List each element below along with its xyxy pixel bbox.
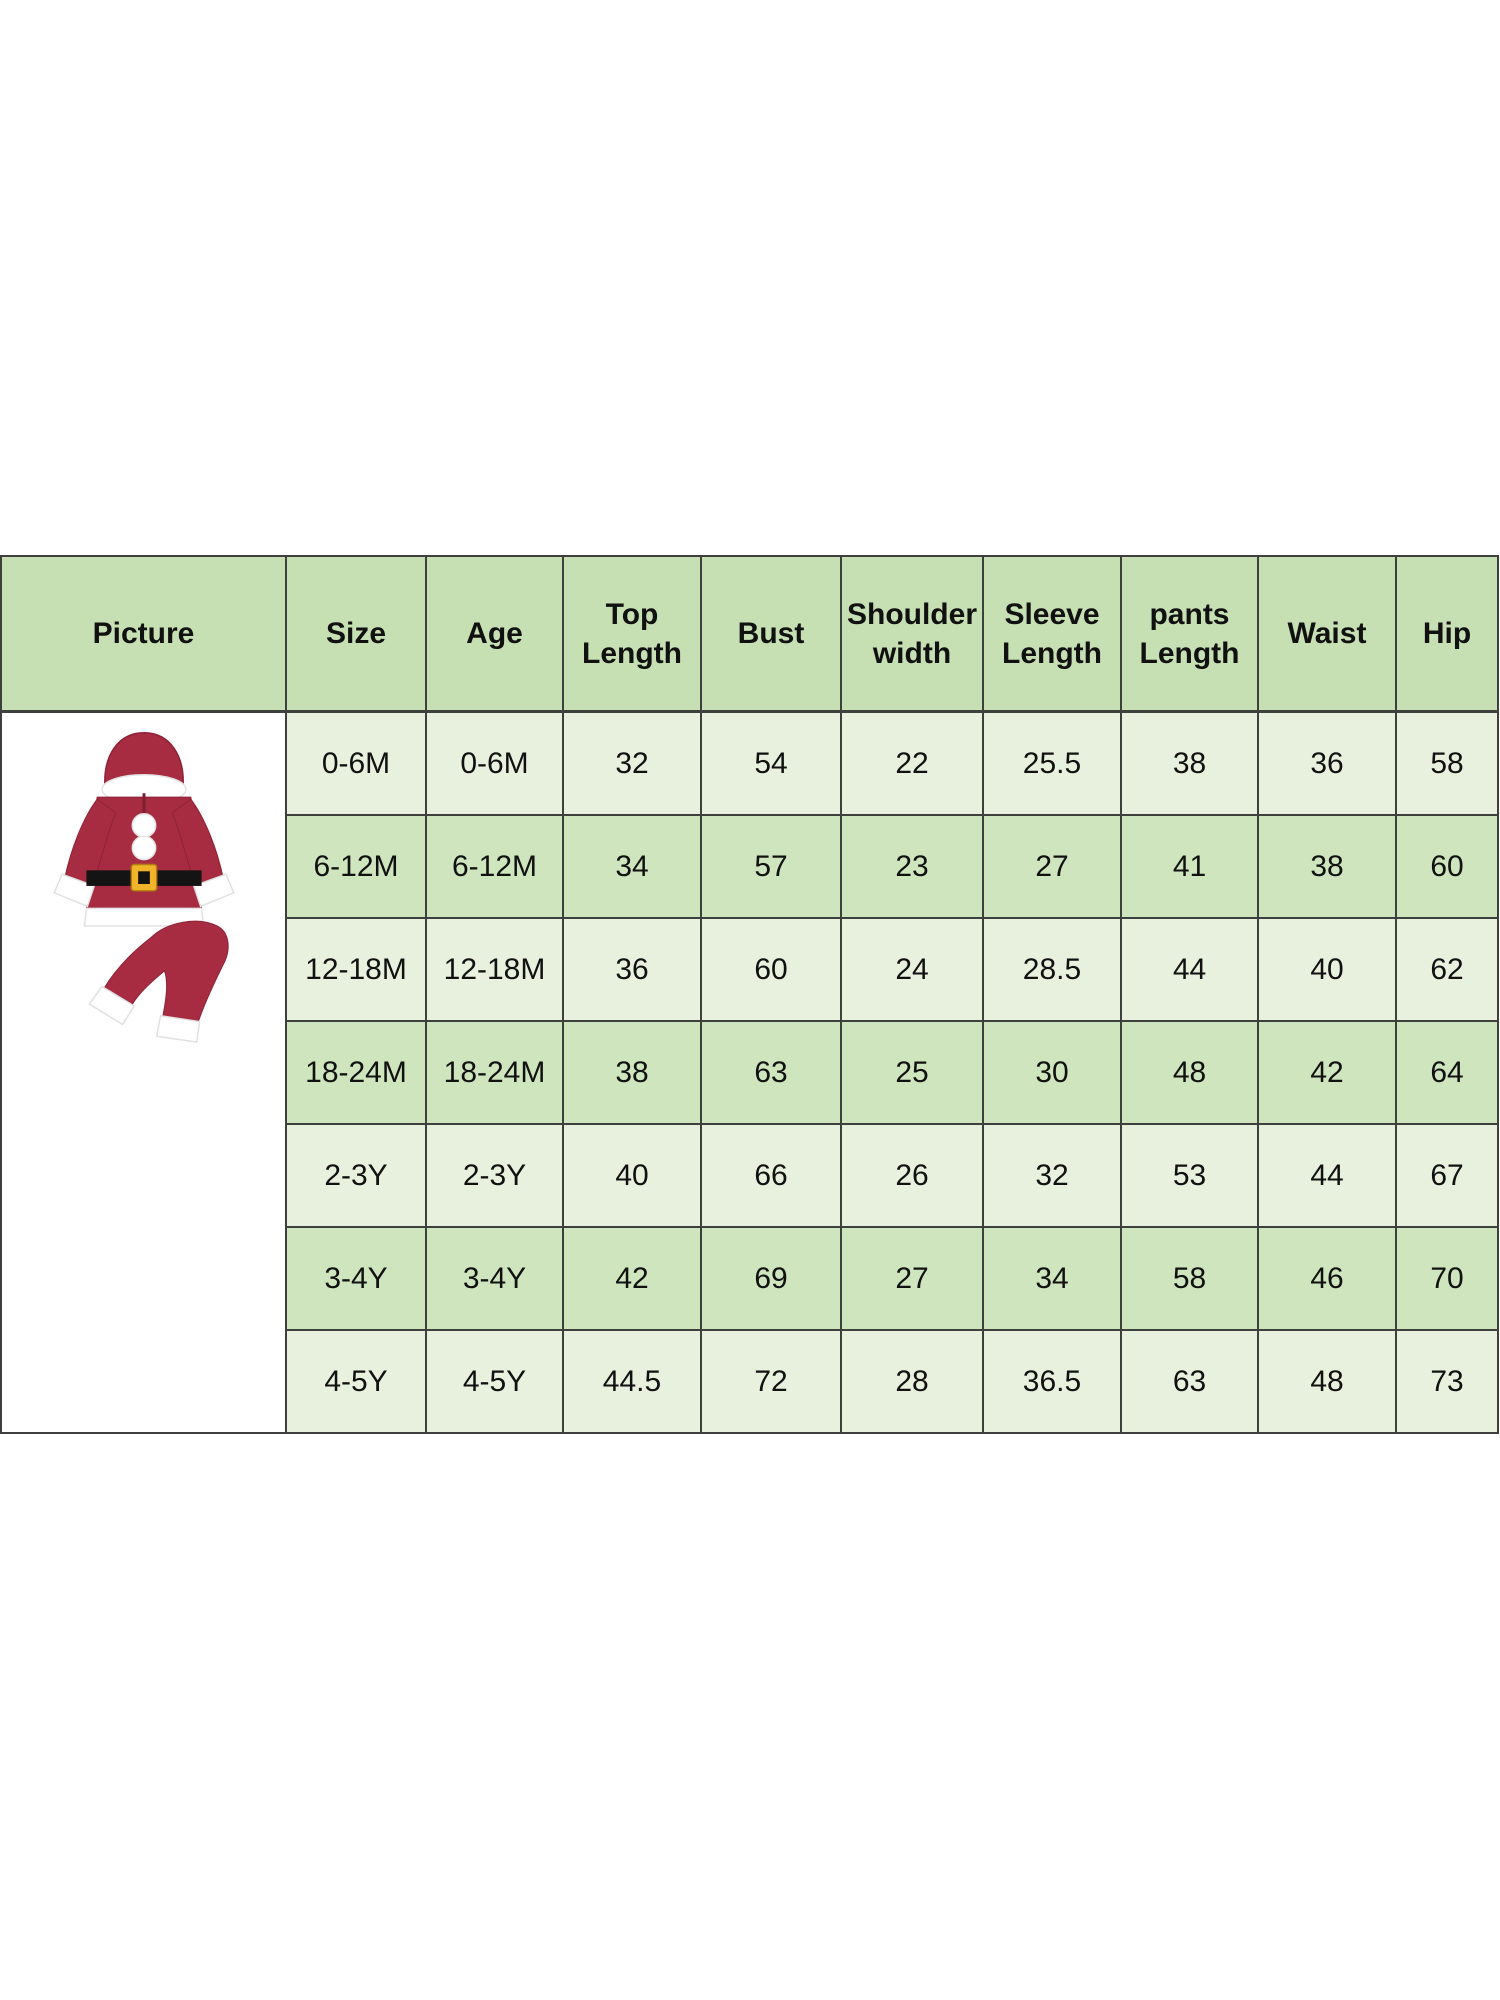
table-cell: 63 <box>701 1021 841 1124</box>
column-header-shoulder-width: Shoulder width <box>841 556 983 712</box>
table-cell: 48 <box>1121 1021 1258 1124</box>
table-cell: 32 <box>983 1124 1121 1227</box>
table-cell: 30 <box>983 1021 1121 1124</box>
santa-outfit-image <box>38 723 250 1045</box>
table-cell: 42 <box>563 1227 701 1330</box>
table-cell: 24 <box>841 918 983 1021</box>
table-cell: 3-4Y <box>426 1227 563 1330</box>
table-cell: 57 <box>701 815 841 918</box>
table-cell: 58 <box>1396 712 1498 815</box>
table-cell: 73 <box>1396 1330 1498 1433</box>
table-cell: 2-3Y <box>426 1124 563 1227</box>
table-cell: 22 <box>841 712 983 815</box>
table-cell: 58 <box>1121 1227 1258 1330</box>
header-row <box>1 556 1498 712</box>
table-cell: 0-6M <box>286 712 426 815</box>
table-cell: 62 <box>1396 918 1498 1021</box>
table-cell: 66 <box>701 1124 841 1227</box>
table-cell: 44 <box>1121 918 1258 1021</box>
table-cell: 27 <box>983 815 1121 918</box>
table-cell: 34 <box>563 815 701 918</box>
table-cell: 4-5Y <box>286 1330 426 1433</box>
table-cell: 42 <box>1258 1021 1396 1124</box>
santa-pants-illustration <box>89 921 228 1042</box>
table-cell: 0-6M <box>426 712 563 815</box>
column-header-size: Size <box>286 556 426 712</box>
table-cell: 38 <box>1121 712 1258 815</box>
table-cell: 38 <box>1258 815 1396 918</box>
column-header-top-length: Top Length <box>563 556 701 712</box>
table-cell: 54 <box>701 712 841 815</box>
column-header-bust: Bust <box>701 556 841 712</box>
table-cell: 36 <box>563 918 701 1021</box>
table-cell: 28.5 <box>983 918 1121 1021</box>
table-cell: 69 <box>701 1227 841 1330</box>
table-cell: 12-18M <box>286 918 426 1021</box>
table-row <box>1 712 1498 815</box>
table-cell: 53 <box>1121 1124 1258 1227</box>
table-cell: 12-18M <box>426 918 563 1021</box>
column-header-sleeve-length: Sleeve Length <box>983 556 1121 712</box>
table-cell: 36 <box>1258 712 1396 815</box>
table-cell: 72 <box>701 1330 841 1433</box>
table-cell: 60 <box>701 918 841 1021</box>
table-cell: 70 <box>1396 1227 1498 1330</box>
column-header-hip: Hip <box>1396 556 1498 712</box>
column-header-waist: Waist <box>1258 556 1396 712</box>
table-cell: 25 <box>841 1021 983 1124</box>
table-cell: 3-4Y <box>286 1227 426 1330</box>
table-cell: 34 <box>983 1227 1121 1330</box>
table-cell: 64 <box>1396 1021 1498 1124</box>
table-cell: 26 <box>841 1124 983 1227</box>
table-cell: 6-12M <box>286 815 426 918</box>
table-cell: 6-12M <box>426 815 563 918</box>
table-cell: 67 <box>1396 1124 1498 1227</box>
product-picture-cell <box>1 712 286 1433</box>
table-cell: 38 <box>563 1021 701 1124</box>
pompom-top <box>132 814 155 837</box>
table-cell: 25.5 <box>983 712 1121 815</box>
table-cell: 48 <box>1258 1330 1396 1433</box>
table-cell: 63 <box>1121 1330 1258 1433</box>
table-cell: 44 <box>1258 1124 1396 1227</box>
size-chart-table <box>0 555 1499 1434</box>
table-cell: 28 <box>841 1330 983 1433</box>
table-cell: 18-24M <box>286 1021 426 1124</box>
table-cell: 18-24M <box>426 1021 563 1124</box>
table-cell: 40 <box>563 1124 701 1227</box>
santa-top-illustration <box>54 733 234 926</box>
table-cell: 60 <box>1396 815 1498 918</box>
pompom-bottom <box>132 836 155 859</box>
table-cell: 40 <box>1258 918 1396 1021</box>
table-cell: 32 <box>563 712 701 815</box>
table-cell: 44.5 <box>563 1330 701 1433</box>
column-header-picture: Picture <box>1 556 286 712</box>
table-cell: 36.5 <box>983 1330 1121 1433</box>
table-cell: 46 <box>1258 1227 1396 1330</box>
table-cell: 4-5Y <box>426 1330 563 1433</box>
table-cell: 41 <box>1121 815 1258 918</box>
column-header-age: Age <box>426 556 563 712</box>
belt-buckle-center <box>138 871 150 884</box>
table-cell: 23 <box>841 815 983 918</box>
column-header-pants-length: pants Length <box>1121 556 1258 712</box>
table-cell: 2-3Y <box>286 1124 426 1227</box>
table-cell: 27 <box>841 1227 983 1330</box>
table-body <box>1 712 1498 1433</box>
